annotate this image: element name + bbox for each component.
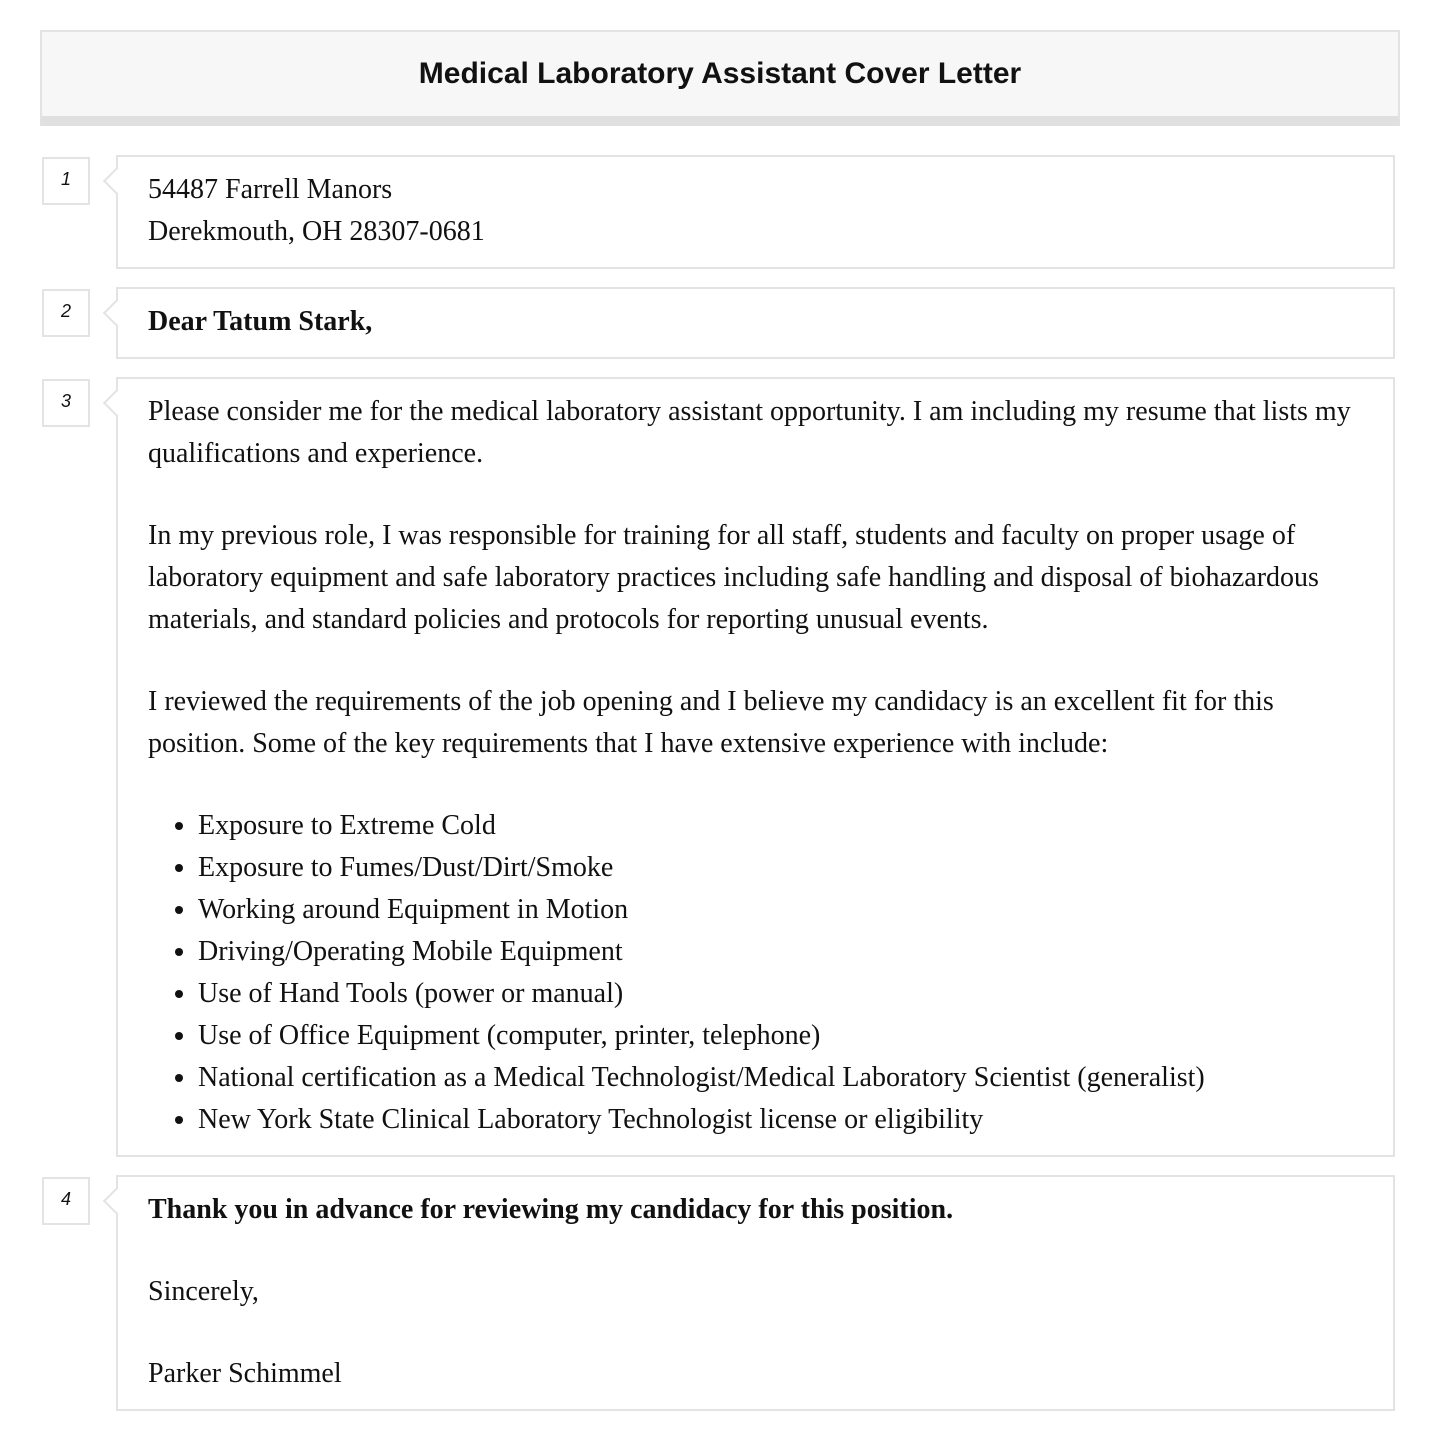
pointer-arrow [103,167,131,195]
section-number: 2 [42,289,90,337]
address-line: 54487 Farrell Manors [148,174,393,205]
section-number: 4 [42,1177,90,1225]
document-header [40,30,1400,126]
section-box [116,155,1395,269]
page-title: Medical Laboratory Assistant Cover Letter [418,57,1022,90]
signature: Parker Schimmel [148,1358,342,1389]
pointer-arrow [103,1187,131,1215]
pointer-arrow [103,389,131,417]
list-item: • Use of Office Equipment (computer, printer, telephone) [198,1015,1363,1057]
section-box [116,377,1395,1157]
greeting: Dear Tatum Stark, [148,306,373,337]
section-box [116,287,1395,359]
section-box [116,1175,1395,1411]
paragraph: I reviewed the requirements of the job opening and I believe my candidacy is an excellent fit for this position. Some of the key requirements that I have extensive experience with include: [148,686,1274,759]
closing: Sincerely, [148,1276,259,1307]
list-item: • Driving/Operating Mobile Equipment [198,931,1363,973]
list-item: • Use of Hand Tools (power or manual) [198,973,1363,1015]
thanks-text: Thank you in advance for reviewing my candidacy for this position. [148,1194,954,1225]
paragraph: In my previous role, I was responsible for training for all staff, students and faculty on proper usage of laboratory equipment and safe laboratory practices including safe handling and disposal of biohazardous materials, and standard policies and protocols for reporting unusual events. [148,520,1319,635]
paragraph: Please consider me for the medical laboratory assistant opportunity. I am including my resume that lists my qualifications and experience. [148,396,1351,469]
list-item: • Working around Equipment in Motion [198,889,1363,931]
address-line: Derekmouth, OH 28307-0681 [148,216,485,247]
list-item: • New York State Clinical Laboratory Technologist license or eligibility [198,1099,1363,1141]
pointer-arrow [103,299,131,327]
list-item: • Exposure to Extreme Cold [198,805,1363,847]
list-item: • National certification as a Medical Technologist/Medical Laboratory Scientist (generalist) [198,1057,1363,1099]
section-number: 1 [42,157,90,205]
section-number: 3 [42,379,90,427]
requirements-list [148,805,1363,1141]
list-item: • Exposure to Fumes/Dust/Dirt/Smoke [198,847,1363,889]
